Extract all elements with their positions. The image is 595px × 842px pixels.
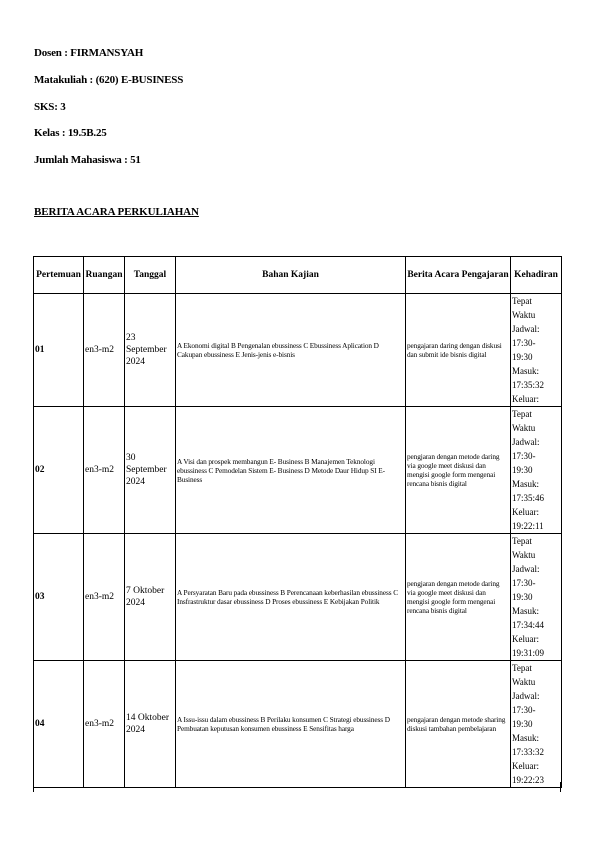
cell-pertemuan: 03 [34,534,84,661]
sks-line: SKS: 3 [34,101,66,113]
header-bahan-kajian: Bahan Kajian [176,257,406,294]
cell-berita-acara: pengajaran dengan metode sharing diskusi tambahan pembelajaran [406,661,511,788]
cell-ruangan: en3-m2 [84,407,125,534]
table-row [34,407,562,534]
table-continuation-right [560,782,561,792]
cell-tanggal: 30 September 2024 [125,407,176,534]
cell-tanggal: 14 Oktober 2024 [125,661,176,788]
header-ruangan: Ruangan [84,257,125,294]
cell-tanggal: 7 Oktober 2024 [125,534,176,661]
header-kehadiran: Kehadiran [511,257,562,294]
cell-ruangan: en3-m2 [84,534,125,661]
cell-berita-acara: pengajaran daring dengan diskusi dan submit ide bisnis digital [406,294,511,407]
cell-bahan-kajian: A Persyaratan Baru pada ebussiness B Perencanaan keberhasilan ebussiness C Insfrastruktur dasar ebussiness D Proses ebussiness E Kebijakan Politik [176,534,406,661]
header-tanggal: Tanggal [125,257,176,294]
cell-kehadiran [511,661,562,788]
cell-ruangan: en3-m2 [84,294,125,407]
table-continuation-left [33,782,34,792]
cell-berita-acara: pengjaran dengan metode daring via google meet diskusi dan mengisi google form mengenai rencana bisnis digital [406,534,511,661]
table-row [34,294,562,407]
cell-berita-acara: pengjaran dengan metode daring via google meet diskusi dan mengisi google form mengenai rencana bisnis digital [406,407,511,534]
cell-kehadiran [511,294,562,407]
header-pertemuan: Pertemuan [34,257,84,294]
table-header-row [34,257,562,294]
berita-acara-table [33,256,562,788]
kelas-line: Kelas : 19.5B.25 [34,127,107,139]
cell-pertemuan: 04 [34,661,84,788]
cell-kehadiran [511,407,562,534]
cell-pertemuan: 01 [34,294,84,407]
kehadiran-text: Tepat Waktu Jadwal: 17:30- 19:30 Masuk: 17:35:32 Keluar: [512,296,545,404]
table-row [34,661,562,788]
section-title: BERITA ACARA PERKULIAHAN [34,206,199,218]
header-berita-acara: Berita Acara Pengajaran [406,257,511,294]
cell-bahan-kajian: A Ekonomi digital B Pengenalan ebussiness C Ebussiness Aplication D Cakupan ebussiness E Jenis-jenis e-bisnis [176,294,406,407]
cell-kehadiran [511,534,562,661]
cell-bahan-kajian: A Issu-issu dalam ebussiness B Perilaku konsumen C Strategi ebussiness D Pembuatan keputusan konsumen ebussiness E Sensifitas harga [176,661,406,788]
kehadiran-text: Tepat Waktu Jadwal: 17:30- 19:30 Masuk: 17:35:46 Keluar: 19:22:11 [512,409,545,531]
table-row [34,534,562,661]
cell-ruangan: en3-m2 [84,661,125,788]
cell-pertemuan: 02 [34,407,84,534]
cell-bahan-kajian: A Visi dan prospek membangun E- Business B Manajemen Teknologi ebussiness C Pemodelan Sistem E- Business D Metode Daur Hidup SI E- Business [176,407,406,534]
kehadiran-text: Tepat Waktu Jadwal: 17:30- 19:30 Masuk: 17:34:44 Keluar: 19:31:09 [512,536,545,658]
jumlah-mahasiswa-line: Jumlah Mahasiswa : 51 [34,154,141,166]
cell-tanggal: 23 September 2024 [125,294,176,407]
matakuliah-line: Matakuliah : (620) E-BUSINESS [34,74,184,86]
kehadiran-text: Tepat Waktu Jadwal: 17:30- 19:30 Masuk: 17:33:32 Keluar: 19:22:23 [512,663,545,785]
dosen-line: Dosen : FIRMANSYAH [34,47,144,59]
